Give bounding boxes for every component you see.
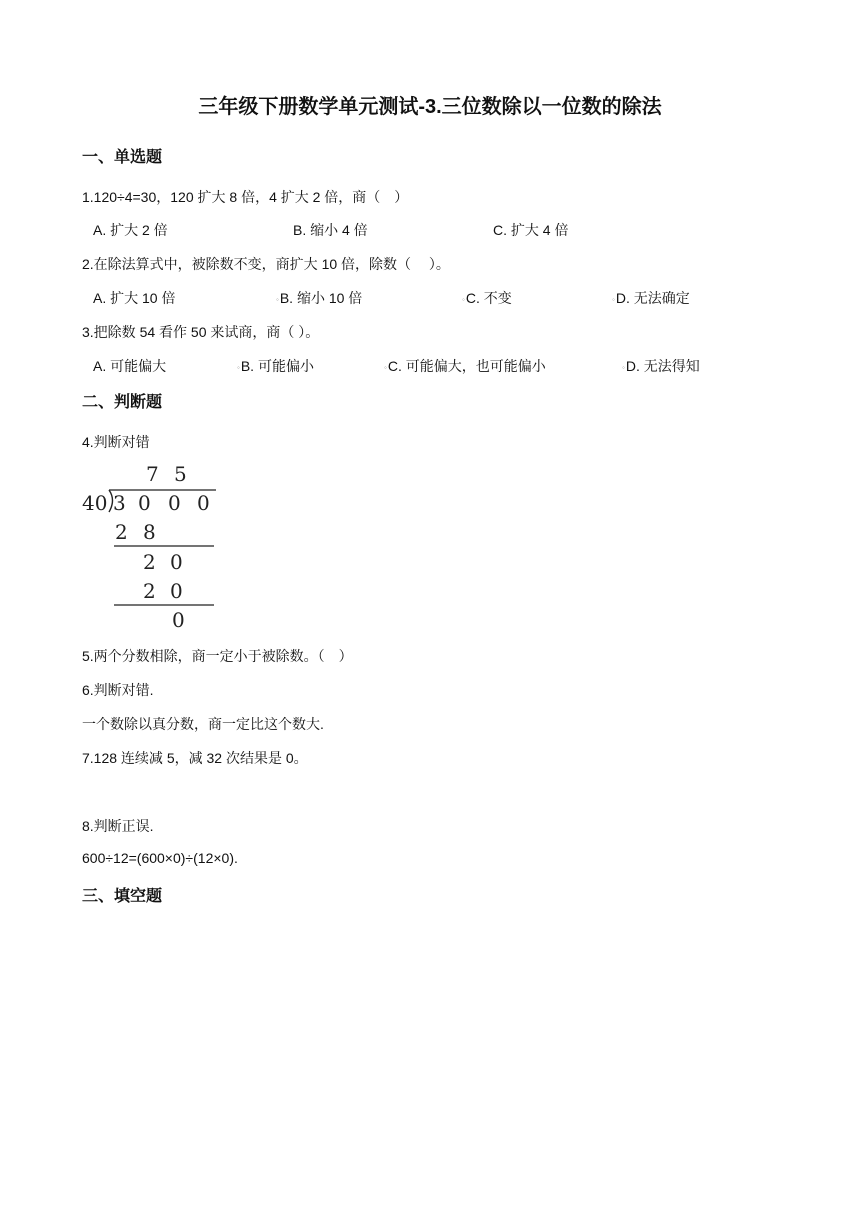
bullet-dot-icon: ◦ — [612, 294, 615, 304]
bullet-dot-icon: ◦ — [237, 362, 240, 372]
bullet-dot-icon: ◦ — [384, 362, 387, 372]
final-remainder: 0 — [172, 608, 185, 632]
bullet-dot-icon: ◦ — [462, 294, 465, 304]
q2-option-d[interactable]: ◦D. 无法确定 — [612, 290, 690, 306]
partial-remainder-digit: 2 — [143, 550, 156, 574]
question-6-text: 6.判断对错. — [82, 682, 154, 698]
q2-option-c[interactable]: ◦C. 不变 — [462, 290, 512, 306]
partial-product-digit: 2 — [143, 579, 156, 603]
partial-remainder-digit: 0 — [170, 550, 183, 574]
partial-product-digit: 2 — [115, 520, 128, 544]
dividend-digit: 0 — [168, 491, 181, 515]
q2-option-b[interactable]: ◦B. 缩小 10 倍 — [276, 290, 363, 306]
q1-option-c[interactable]: C. 扩大 4 倍 — [493, 222, 569, 238]
q2-option-a[interactable]: A. 扩大 10 倍 — [93, 290, 176, 306]
section-heading-fill-in: 三、填空题 — [82, 888, 163, 905]
question-8-text: 8.判断正误. — [82, 818, 154, 834]
question-3-text: 3.把除数 54 看作 50 来试商，商（ ）。 — [82, 324, 320, 340]
division-bracket-lines — [80, 458, 220, 633]
q3-option-a[interactable]: A. 可能偏大 — [93, 358, 167, 374]
partial-product-digit: 0 — [170, 579, 183, 603]
question-5-text: 5.两个分数相除，商一定小于被除数。（ ） — [82, 648, 353, 664]
page-title: 三年级下册数学单元测试-3.三位数除以一位数的除法 — [198, 96, 662, 118]
question-2-text: 2.在除法算式中，被除数不变，商扩大 10 倍，除数（ ）。 — [82, 256, 450, 272]
bullet-dot-icon: ◦ — [276, 294, 279, 304]
question-4-text: 4.判断对错 — [82, 434, 150, 450]
long-division-figure — [80, 458, 220, 633]
bullet-dot-icon: ◦ — [622, 362, 625, 372]
dividend-digit: 3 — [113, 491, 126, 515]
q1-option-a[interactable]: A. 扩大 2 倍 — [93, 222, 168, 238]
section-heading-single-choice: 一、单选题 — [82, 149, 163, 166]
q3-option-b[interactable]: ◦B. 可能偏小 — [237, 358, 314, 374]
section-heading-true-false: 二、判断题 — [82, 394, 163, 411]
quotient-digit: 5 — [174, 462, 187, 486]
question-8-statement: 600÷12=(600×0)÷(12×0). — [82, 850, 238, 866]
dividend-digit: 0 — [138, 491, 151, 515]
quotient-digit: 7 — [146, 462, 159, 486]
q1-option-b[interactable]: B. 缩小 4 倍 — [293, 222, 368, 238]
q3-option-d[interactable]: ◦D. 无法得知 — [622, 358, 700, 374]
partial-product-digit: 8 — [143, 520, 156, 544]
q3-option-c[interactable]: ◦C. 可能偏大，也可能偏小 — [384, 358, 546, 374]
question-1-text: 1.120÷4=30，120 扩大 8 倍，4 扩大 2 倍，商（ ） — [82, 189, 409, 205]
question-6-statement: 一个数除以真分数，商一定比这个数大. — [82, 716, 324, 732]
dividend-digit: 0 — [197, 491, 210, 515]
divisor: 40 — [82, 491, 108, 515]
question-7-text: 7.128 连续减 5，减 32 次结果是 0。 — [82, 750, 308, 766]
